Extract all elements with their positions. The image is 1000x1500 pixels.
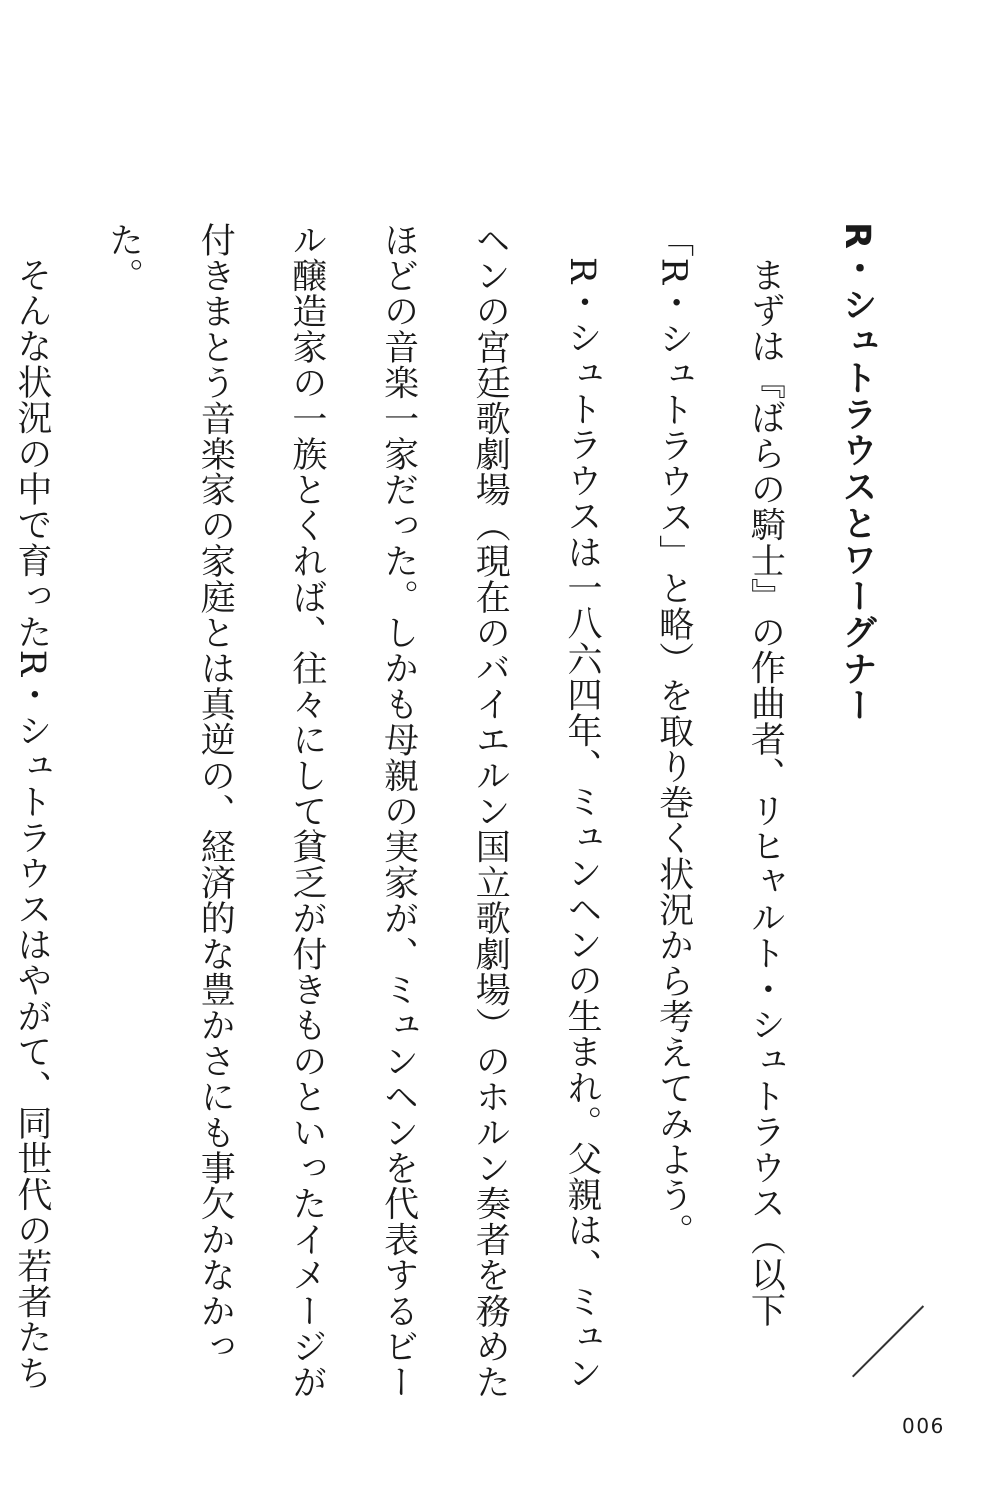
paragraph: R・シュトラウスは一八六四年、ミュンヘンの生まれ。父親は、ミュンヘンの宮廷歌劇場（現在のバイエルン国立歌劇場）のホルン奏者を務めたほどの音楽一家だった。しかも母親の実家が、ミュンヘンを代表するビール醸造家の一族とくれば、往々にして貧乏が付きものといったイメージが付きまとう音楽家の家庭とは真逆の、経済的な豊かさにも事欠かなかった。 [103,222,602,1401]
page-number: 006 [902,1414,945,1438]
paragraph: そんな状況の中で育ったR・シュトラウスはやがて、同世代の若者たち [11,257,52,1391]
section-heading: R・シュトラウスとワーグナー [837,222,877,724]
paragraph: まずは『ばらの騎士』の作曲者、リヒャルト・シュトラウス（以下「R・シュトラウス」と略）を取り巻く状況から考えてみよう。 [653,222,786,1328]
vertical-text-body [11,222,902,1402]
